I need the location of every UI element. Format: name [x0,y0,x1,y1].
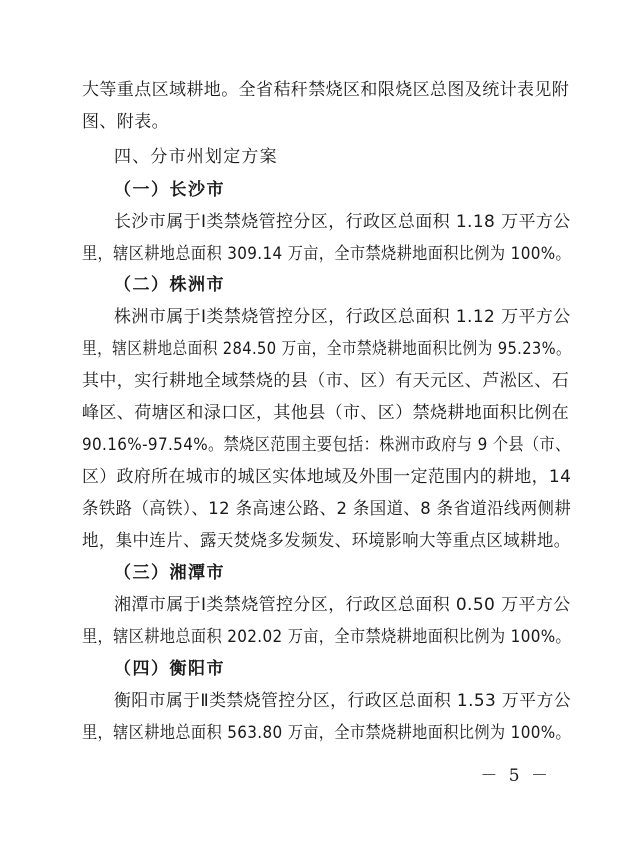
subsection-heading-zhuzhou: （二）株洲市 [114,275,225,295]
body-line: 里，辖区耕地总面积 202.02 万亩，全市禁烧耕地面积比例为 100%。 [82,627,572,647]
subsection-heading-hengyang: （四）衡阳市 [114,659,225,679]
body-line: 大等重点区域耕地。全省秸秆禁烧区和限烧区总图及统计表见附 [82,80,570,100]
body-line: 90.16%-97.54%。禁烧区范围主要包括：株洲市政府与 9 个县（市、 [82,435,571,455]
subsection-heading-changsha: （一）长沙市 [114,180,225,200]
subsection-heading-xiangtan: （三）湘潭市 [114,563,225,583]
body-line: 株洲市属于Ⅰ类禁烧管控分区，行政区总面积 1.12 万平方公 [114,307,571,327]
body-line: 里，辖区耕地总面积 563.80 万亩，全市禁烧耕地面积比例为 100%。 [82,723,572,743]
body-line: 湘潭市属于Ⅰ类禁烧管控分区，行政区总面积 0.50 万平方公 [114,595,571,615]
body-line: 其中，实行耕地全域禁烧的县（市、区）有天元区、芦淞区、石 [82,371,570,391]
body-line: 峰区、荷塘区和渌口区，其他县（市、区）禁烧耕地面积比例在 [82,403,570,423]
body-line: 长沙市属于Ⅰ类禁烧管控分区，行政区总面积 1.18 万平方公 [114,212,571,232]
body-line: 地，集中连片、露天焚烧多发频发、环境影响大等重点区域耕地。 [82,531,571,551]
body-line: 图、附表。 [82,112,169,132]
page-number: － 5 － [480,766,551,786]
section-heading: 四、分市州划定方案 [114,147,278,167]
body-line: 里，辖区耕地总面积 309.14 万亩，全市禁烧耕地面积比例为 100%。 [82,244,572,264]
body-line: 条铁路（高铁）、12 条高速公路、2 条国道、8 条省道沿线两侧耕 [82,499,572,519]
body-line: 衡阳市属于Ⅱ类禁烧管控分区，行政区总面积 1.53 万平方公 [114,691,572,711]
body-line: 区）政府所在城市的城区实体地域及外围一定范围内的耕地，14 [82,467,572,487]
body-line: 里，辖区耕地总面积 284.50 万亩，全市禁烧耕地面积比例为 95.23%。 [82,339,572,359]
